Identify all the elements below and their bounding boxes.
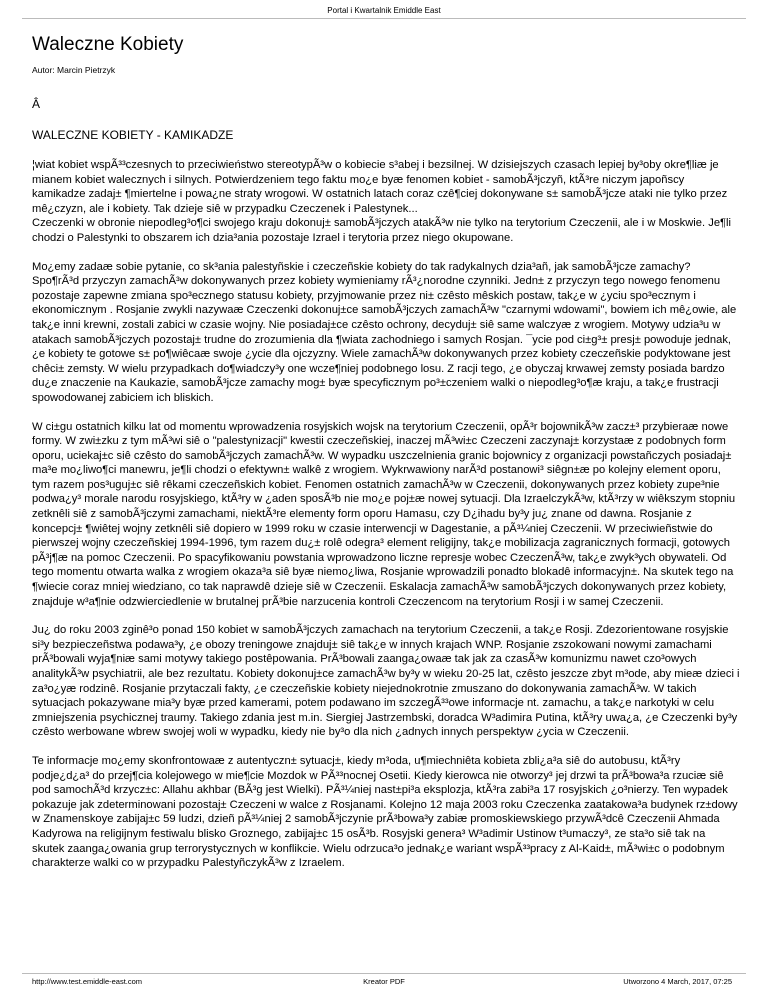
article-paragraph: W ci±gu ostatnich kilku lat od momentu wprowadzenia rosyjskich wojsk na terytorium Czeczenii, opÃ³r bojownikÃ³w zacz±³ przybieraæ nowe formy. W zwi±zku z tym mÃ³wi siê o "palestynizacji" kwestii czeczeñskiej, inaczej mÃ³wi±c Czeczeni zaczynaj± korzystaæ z podobnych form oporu, uciekaj±c siê czêsto do samobÃ³jczych zamachÃ³w. W wypadku uszczelnienia granic bojownicy z organizacji powstañczych posiadaj± ma³e mo¿liwo¶ci manewru, je¶li chodzi o efektywn± walkê z wrogiem. Wykrwawiony narÃ³d postanowi³ siêgn±æ po kolejny element oporu, tym razem pos³uguj±c siê rêkami czeczeñskich kobiet. Fenomen ostatnich zamachÃ³w w Czeczenii, dokonywanych przez kobiety zupe³nie podwa¿y³ morale narodu rosyjskiego, ktÃ³ry w ¿aden sposÃ³b nie mo¿e poj±æ nowej sytuacji. Dla IzraelczykÃ³w, ktÃ³rzy w wiêkszym stopniu zetknêli siê z samobÃ³jczymi zamachami, niektÃ³re elementy form oporu Hamasu, czy D¿ihadu by³y ju¿ znane od dawna. Rosjanie z koncepcj± ¶wiêtej wojny zetknêli siê dopiero w 1999 roku w czasie interwencji w Dagestanie, a pÃ³¼niej Czeczenii. W przeciwieñstwie do pierwszej wojny czeczeñskiej 1994-1996, tym razem du¿± rolê odegra³ element religijny, tak¿e mobilizacja zagranicznych formacji, gotowych pÃ³j¶æ na pomoc Czeczenii. Po spacyfikowaniu powstania wprowadzono liczne represje wobec CzeczenÃ³w, tak¿e zwyk³ych obywateli. Od tego momentu otwarta walka z wrogiem okaza³a siê byæ niemo¿liwa, Rosjanie wprowadzili ponadto blokadê informacyjn±. Na skutek tego na ¶wiecie coraz mniej wiedziano, co tak naprawdê dzieje siê w Czeczenii. Eskalacja zamachÃ³w samobÃ³jczych dokonywanych przez kobiety, znajduje w³a¶nie odzwierciedlenie w brutalnej prÃ³bie narzucenia kontroli Czeczencom na terytorium Rosji i w samej Czeczenii. <box>32 420 736 608</box>
footer-divider <box>22 973 746 974</box>
article-title: Waleczne Kobiety <box>32 34 184 55</box>
article-paragraph: Ju¿ do roku 2003 zginê³o ponad 150 kobiet w samobÃ³jczych zamachach na terytorium Czeczenii, a tak¿e Rosji. Zdezorientowane rosyjskie si³y bezpieczeñstwa podawa³y, ¿e obozy treningowe znajduj± siê tak¿e w innych krajach WNP. Rosjanie zszokowani nowymi zamachami prÃ³bowali wyja¶niæ sami motywy takiego postêpowania. PrÃ³bowali zaanga¿owaæ tak jak za czasÃ³w komunizmu nawet czo³owych analitykÃ³w psychiatrii, ale bez rezultatu. Kobiety dokonuj±ce zamachÃ³w by³y w wieku 20-25 lat, czêsto jeszcze zbyt m³ode, aby mieæ dzieci i za³o¿yæ rodzinê. Rosjanie przytaczali fakty, ¿e czeczeñskie kobiety niejednokrotnie zmuszano do dokonywania zamachÃ³w. W takich sytuacjach pokazywane mia³y byæ przed kamerami, potem podawano im szczegÃ³³owe informacje nt. zamachu, a tak¿e narkotyki w celu zmniejszenia psychicznej traumy. Takiego zdania jest m.in. Siergiej Jastrzembski, doradca W³adimira Putina, ktÃ³ry uwa¿a, ¿e Czeczenki by³y czêsto werbowane wbrew swojej woli w wypadku, kiedy nie by³o dla nich ¿adnych innych perspektyw ¿ycia w Czeczenii. <box>32 624 740 739</box>
header-divider <box>22 18 746 19</box>
footer-created: Utworzono 4 March, 2017, 07:25 <box>623 977 732 986</box>
site-header: Portal i Kwartalnik Emiddle East <box>327 6 441 15</box>
footer-url: http://www.test.emiddle-east.com <box>32 977 143 986</box>
article-paragraph: Mo¿emy zadaæ sobie pytanie, co sk³ania palestyñskie i czeczeñskie kobiety do tak radykalnych dzia³añ, jak samobÃ³jcze zamachy? Spo¶rÃ³d przyczyn zamachÃ³w dokonywanych przez kobiety wymieniamy rÃ³¿norodne czynniki. Jedn± z przyczyn tego nowego fenomenu pozostaje zapewne zmiana spo³ecznego statusu kobiety, przyjmowanie przez ni± czêsto mêskich postaw, tak¿e w ¿yciu spo³ecznym i ekonomicznym . Rosjanie zwykli nazywaæ Czeczenki dokonuj±ce samobÃ³jczych zamachÃ³w "czarnymi wdowami", bowiem ich mê¿owie, ale tak¿e inni krewni, zostali zabici w czasie wojny. Nie posiadaj±ce czêsto ochrony, decyduj± siê same walczyæ z wrogiem. Motywy udzia³u w atakach samobÃ³jczych pozostaj± trudne do zrozumienia dla ¶wiata zachodniego i samych Rosjan. ¯ycie pod ci±g³± presj± powoduje jednak, ¿e kobiety te gotowe s± po¶wiêcaæ swoje ¿ycie dla ojczyzny. Wiele zamachÃ³w dokonywanych przez kobiety czeczeñskie podyktowane jest chêci± zemsty. W wielu przypadkach do¶wiadczy³y one wcze¶niej podobnego losu. Z racji tego, ¿e obyczaj krwawej zemsty posiada bardzo du¿e znaczenie na Kaukazie, samobÃ³jcze zamachy mog± byæ specyficznym po³±czeniem walki o niepodleg³o¶æ kraju, a tak¿e frustracji spowodowanej zabiciem ich bliskich. <box>32 260 737 404</box>
article-author: Autor: Marcin Pietrzyk <box>32 65 116 75</box>
article-body <box>32 158 740 871</box>
article-paragraph: Te informacje mo¿emy skonfrontowaæ z autentyczn± sytuacj±, kiedy m³oda, u¶miechniêta kobieta zbli¿a³a siê do autobusu, ktÃ³ry podje¿d¿a³ do przej¶cia kolejowego w mie¶cie Mozdok w PÃ³³nocnej Osetii. Kiedy kierowca nie otworzy³ jej drzwi ta prÃ³bowa³a rzuciæ siê pod samochÃ³d krzycz±c: Allahu akhbar (BÃ³g jest Wielki). PÃ³¼niej nast±pi³a eksplozja, ktÃ³ra zabi³a 17 rosyjskich ¿o³nierzy. Ten wypadek pokazuje jak zdeterminowani pozostaj± Czeczeni w walce z Rosjanami. Kolejno 12 maja 2003 roku Czeczenka zaatakowa³a budynek rz±dowy w Znamenskoye zabijaj±c 59 ludzi, dzieñ pÃ³¼niej 2 samobÃ³jczynie prÃ³bowa³y zabiæ promoskiewskiego przywÃ³dcê Czeczenii Ahmada Kadyrowa na religijnym festiwalu blisko Groznego, zabijaj±c 15 osÃ³b. Rosyjski genera³ W³adimir Ustinow t³umaczy³, ze sta³o siê tak na skutek zaanga¿owania grup terrorystycznych w konflikcie. Wielu odrzuca³o jednak¿e wariant wspÃ³³pracy z Al-Kaid±, mÃ³wi±c o podobnym charakterze walki co w przypadku PalestyñczykÃ³w z Izraelem. <box>32 754 738 870</box>
article <box>32 34 740 885</box>
article-subtitle: WALECZNE KOBIETY - KAMIKADZE <box>32 128 234 142</box>
footer-generator: Kreator PDF <box>363 977 405 986</box>
stray-glyph: Â <box>32 97 41 111</box>
article-paragraph: ¦wiat kobiet wspÃ³³czesnych to przeciwieństwo stereotypÃ³w o kobiecie s³abej i bezsilnej. W dzisiejszych czasach lepiej by³oby okre¶liæ je mianem kobiet walecznych i silnych. Potwierdzeniem tego faktu mo¿e byæ fenomen kobiet - samobÃ³jczyñ, ktÃ³re niczym japoñscy kamikadze zadaj± ¶miertelne i powa¿ne straty wrogowi. W ostatnich latach coraz czê¶ciej dokonywane s± samobÃ³jcze ataki nie tylko przez mê¿czyzn, ale i kobiety. Tak dzieje siê w przypadku Czeczenek i Palestynek... Czeczenki w obronie niepodleg³o¶ci swojego kraju dokonuj± samobÃ³jczych atakÃ³w nie tylko na terytorium Czeczenii, ale i w Moskwie. Je¶li chodzi o Palestynki to obszarem ich dzia³ania pozostaje Izrael i terytoria przez niego okupowane. <box>32 159 732 244</box>
